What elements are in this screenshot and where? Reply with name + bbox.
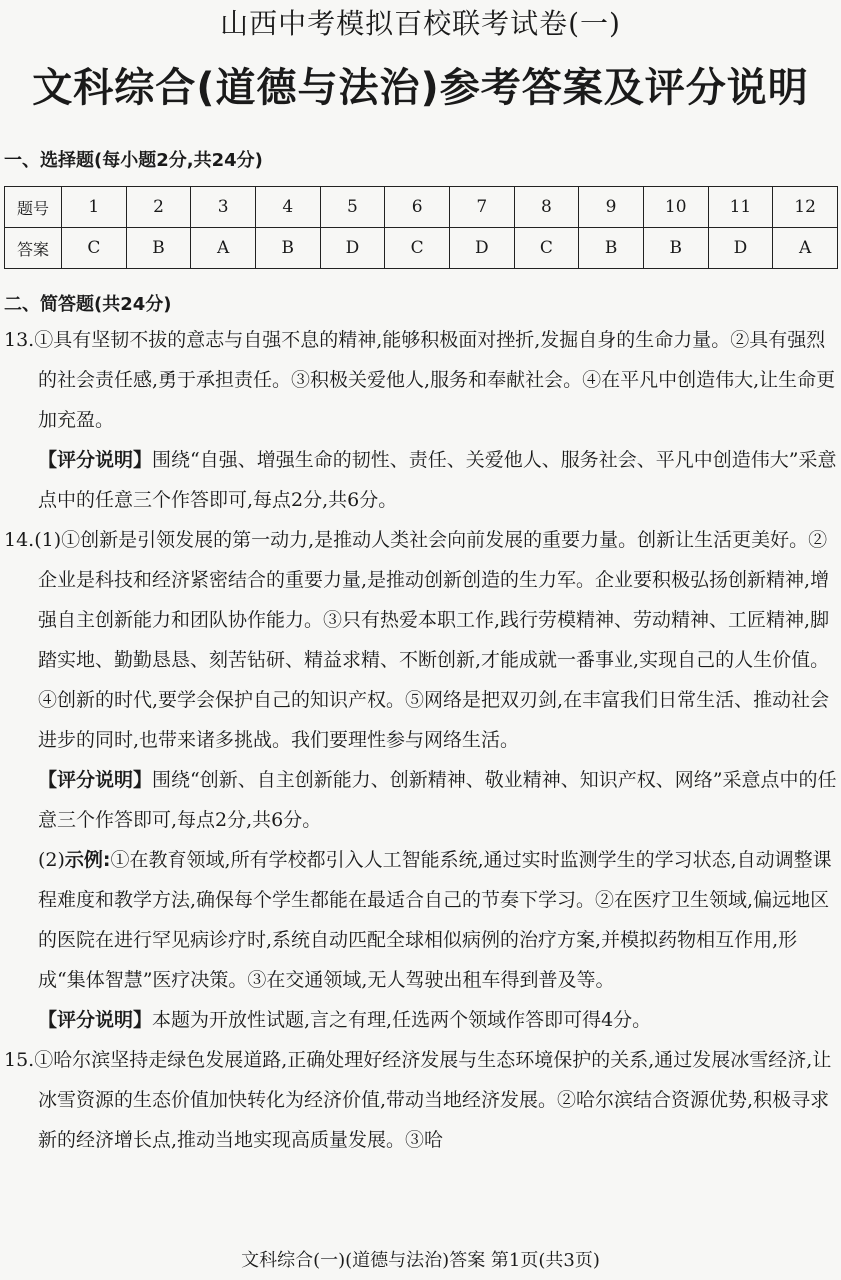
answer-cell: B	[126, 228, 191, 269]
q14-part1-text: ①创新是引领发展的第一动力,是推动人类社会向前发展的重要力量。创新让生活更美好。②企业是科技和经济紧密结合的重要力量,是推动创新创造的生力军。企业要积极弘扬创新精神,增强自主创新能力和团队协作能力。③只有热爱本职工作,践行劳模精神、劳动精神、工匠精神,脚踏实地、勤勤恳恳、刻苦钻研、精益求精、不断创新,才能成就一番事业,实现自己的人生价值。④创新的时代,要学会保护自己的知识产权。⑤网络是把双刃剑,在丰富我们日常生活、推动社会进步的同时,也带来诸多挑战。我们要理性参与网络生活。	[38, 529, 830, 751]
answer-cell: A	[773, 228, 838, 269]
answer-row	[5, 228, 838, 269]
q15-number: 15.	[4, 1049, 35, 1071]
question-number-row	[5, 187, 838, 228]
q13-text: ①具有坚韧不拔的意志与自强不息的精神,能够积极面对挫折,发掘自身的生命力量。②具有强烈的社会责任感,勇于承担责任。③积极关爱他人,服务和奉献社会。④在平凡中创造伟大,让生命更加充盈。	[34, 329, 836, 431]
section-short-answer-title: 二、简答题(共24分)	[4, 294, 172, 315]
answer-cell: C	[385, 228, 450, 269]
section-choice-title: 一、选择题(每小题2分,共24分)	[4, 150, 263, 171]
question-number: 2	[126, 187, 191, 228]
question-number: 10	[643, 187, 708, 228]
question-number: 6	[385, 187, 450, 228]
question-number: 11	[708, 187, 773, 228]
q14-scoring1	[4, 760, 838, 840]
q15-answer	[4, 1040, 838, 1160]
question-number: 8	[514, 187, 579, 228]
q13-scoring-label: 【评分说明】	[38, 449, 153, 471]
q13-answer	[4, 320, 838, 440]
question-number: 9	[579, 187, 644, 228]
row-label-numbers: 题号	[5, 187, 62, 228]
answer-cell: D	[708, 228, 773, 269]
question-number: 7	[449, 187, 514, 228]
question-number: 5	[320, 187, 385, 228]
q14-scoring2-text: 本题为开放性试题,言之有理,任选两个领域作答即可得4分。	[152, 1009, 652, 1031]
exam-subtitle: 山西中考模拟百校联考试卷(一)	[220, 7, 621, 40]
answer-cell: B	[579, 228, 644, 269]
q14-part1	[4, 520, 838, 760]
question-number: 3	[191, 187, 256, 228]
question-number: 1	[62, 187, 127, 228]
q14-part2	[4, 840, 838, 1000]
q14-part2-example: 示例:	[64, 849, 111, 871]
q14-scoring1-text: 围绕“创新、自主创新能力、创新精神、敬业精神、知识产权、网络”采意点中的任意三个作答即可,每点2分,共6分。	[38, 769, 837, 831]
page-title: 文科综合(道德与法治)参考答案及评分说明	[32, 65, 809, 111]
answer-cell: B	[643, 228, 708, 269]
q14-scoring1-label: 【评分说明】	[38, 769, 153, 791]
answer-cell: D	[449, 228, 514, 269]
answer-table	[4, 186, 838, 269]
q13-scoring	[4, 440, 838, 520]
q14-scoring2	[4, 1000, 838, 1040]
answer-cell: D	[320, 228, 385, 269]
question-number: 4	[255, 187, 320, 228]
q14-number: 14.	[4, 529, 35, 551]
q15-text: ①哈尔滨坚持走绿色发展道路,正确处理好经济发展与生态环境保护的关系,通过发展冰雪经济,让冰雪资源的生态价值加快转化为经济价值,带动当地经济发展。②哈尔滨结合资源优势,积极寻求新的经济增长点,推动当地实现高质量发展。③哈	[34, 1049, 832, 1151]
q13-scoring-text: 围绕“自强、增强生命的韧性、责任、关爱他人、服务社会、平凡中创造伟大”采意点中的任意三个作答即可,每点2分,共6分。	[38, 449, 837, 511]
answer-cell: C	[62, 228, 127, 269]
answer-cell: C	[514, 228, 579, 269]
answer-cell: A	[191, 228, 256, 269]
page-footer: 文科综合(一)(道德与法治)答案 第1页(共3页)	[241, 1250, 600, 1271]
answer-cell: B	[255, 228, 320, 269]
question-number: 12	[773, 187, 838, 228]
q14-scoring2-label: 【评分说明】	[38, 1009, 153, 1031]
q14-part1-label: (1)	[34, 529, 62, 551]
answers-body	[4, 320, 838, 1160]
q14-part2-text: ①在教育领域,所有学校都引入人工智能系统,通过实时监测学生的学习状态,自动调整课程难度和教学方法,确保每个学生都能在最适合自己的节奏下学习。②在医疗卫生领域,偏远地区的医院在进行罕见病诊疗时,系统自动匹配全球相似病例的治疗方案,并模拟药物相互作用,形成“集体智慧”医疗决策。③在交通领域,无人驾驶出租车得到普及等。	[38, 849, 832, 991]
row-label-answers: 答案	[5, 228, 62, 269]
q13-number: 13.	[4, 329, 35, 351]
q14-part2-label: (2)	[38, 849, 65, 871]
